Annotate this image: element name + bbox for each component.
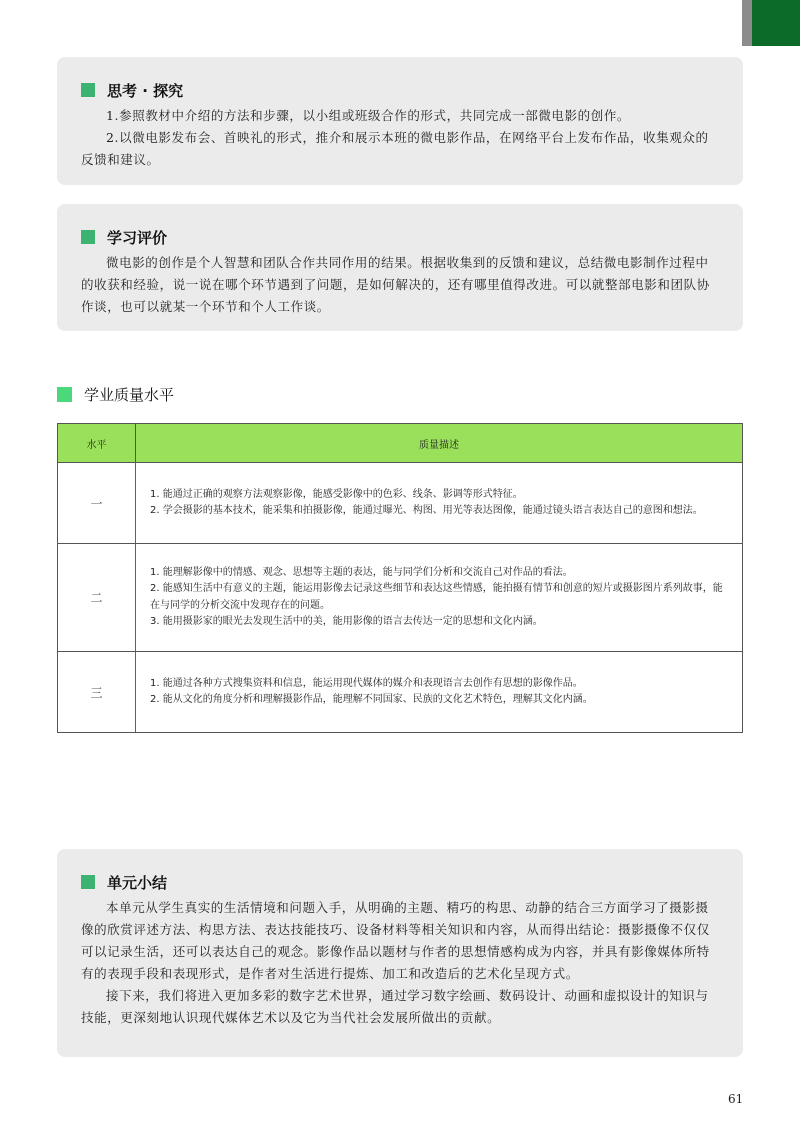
square-bullet-icon <box>81 83 95 97</box>
quality-title: 学业质量水平 <box>84 386 175 404</box>
description-item: 2. 能感知生活中有意义的主题，能运用影像去记录这些细节和表达这些情感，能拍摄有情节和创意的短片或摄影图片系列故事，能在与同学的分析交流中发现存在的问题。 <box>150 583 723 611</box>
header-level: 水平 <box>58 424 136 463</box>
description-item: 2. 能从文化的角度分析和理解摄影作品，能理解不同国家、民族的文化艺术特色，理解其文化内涵。 <box>150 694 593 705</box>
description-cell <box>136 652 743 733</box>
description-item: 1. 能通过各种方式搜集资料和信息，能运用现代媒体的媒介和表现语言去创作有思想的影像作品。 <box>150 677 583 689</box>
think-explore-box <box>57 57 743 185</box>
description-cell <box>136 544 743 652</box>
table-row <box>58 652 743 733</box>
description-cell <box>136 463 743 544</box>
unit-summary-box <box>57 849 743 1057</box>
description-item: 2. 学会摄影的基本技术，能采集和拍摄影像，能通过曝光、构图、用光等表达图像，能通过镜头语言表达自己的意图和想法。 <box>150 505 703 516</box>
table-header-row <box>58 424 743 463</box>
think-explore-title: 思考 · 探究 <box>107 81 184 100</box>
table-row <box>58 544 743 652</box>
page-number: 61 <box>728 1092 744 1106</box>
square-bullet-icon <box>81 875 95 889</box>
evaluation-title: 学习评价 <box>107 228 168 247</box>
level-cell: 三 <box>58 652 136 733</box>
description-item: 1. 能通过正确的观察方法观察影像，能感受影像中的色彩、线条、影调等形式特征。 <box>150 488 523 500</box>
description-item: 3. 能用摄影家的眼光去发现生活中的美，能用影像的语言去传达一定的思想和文化内涵。 <box>150 616 543 627</box>
summary-paragraph-1: 本单元从学生真实的生活情境和问题入手，从明确的主题、精巧的构思、动静的结合三方面学习了摄影摄像的欣赏评述方法、构思方法、表达技能技巧、设备材料等相关知识和内容，从而得出结论：摄影摄像不仅仅可以记录生活，还可以表达自己的观念。影像作品以题材与作者的思想情感构成为内容，并具有影像媒体所特有的表现手段和表现形式，是作者对生活进行提炼、加工和改造后的艺术化呈现方式。 <box>81 900 710 981</box>
quality-section-heading <box>57 384 174 405</box>
corner-tab-green <box>752 0 800 46</box>
summary-title: 单元小结 <box>107 873 168 892</box>
square-bullet-icon <box>81 230 95 244</box>
think-paragraph-1: 1.参照教材中介绍的方法和步骤，以小组或班级合作的形式，共同完成一部微电影的创作。 <box>106 108 631 123</box>
level-cell: 二 <box>58 544 136 652</box>
description-item: 1. 能理解影像中的情感、观念、思想等主题的表达，能与同学们分析和交流自己对作品的看法。 <box>150 566 573 578</box>
summary-paragraph-2: 接下来，我们将进入更加多彩的数字艺术世界，通过学习数字绘画、数码设计、动画和虚拟设计的知识与技能，更深刻地认识现代媒体艺术以及它为当代社会发展所做出的贡献。 <box>81 988 709 1025</box>
corner-tab-gray <box>742 0 752 46</box>
evaluation-box <box>57 204 743 331</box>
header-description: 质量描述 <box>136 424 743 463</box>
think-paragraph-2: 2.以微电影发布会、首映礼的形式，推介和展示本班的微电影作品，在网络平台上发布作品，收集观众的反馈和建议。 <box>81 130 709 167</box>
square-bullet-icon <box>57 387 72 402</box>
quality-table <box>57 423 743 733</box>
table-row <box>58 463 743 544</box>
level-cell: 一 <box>58 463 136 544</box>
evaluation-paragraph: 微电影的创作是个人智慧和团队合作共同作用的结果。根据收集到的反馈和建议，总结微电影制作过程中的收获和经验，说一说在哪个环节遇到了问题，是如何解决的，还有哪里值得改进。可以就整部电影和团队协作谈，也可以就某一个环节和个人工作谈。 <box>81 255 710 314</box>
